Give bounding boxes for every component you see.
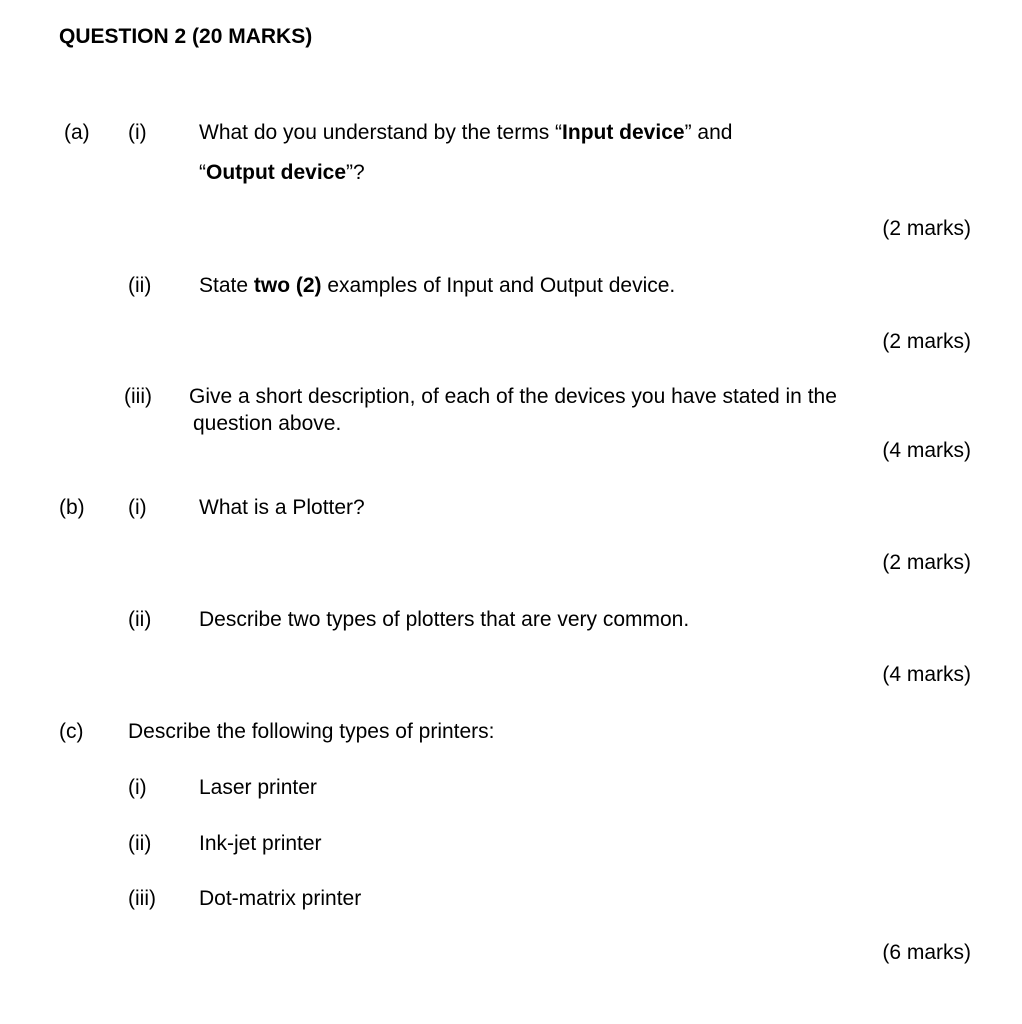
term-output-device: Output device [206, 161, 347, 184]
part-a-label: (a) [64, 121, 90, 144]
part-a-iii-question-line1: Give a short description, of each of the devices you have stated in the [189, 385, 837, 408]
part-c-item-number: (iii) [128, 887, 156, 910]
part-a-i-question-line2 [199, 160, 365, 186]
text-segment: examples of Input and Output device. [321, 274, 676, 297]
text-segment: State [199, 274, 254, 297]
text-segment: ” and [684, 121, 733, 144]
text-segment: “ [199, 161, 206, 184]
question-title: QUESTION 2 (20 MARKS) [59, 25, 313, 48]
text-segment: ”? [346, 161, 365, 184]
part-c-marks: (6 marks) [882, 941, 971, 964]
part-a-ii-question [199, 273, 675, 299]
part-a-iii-marks: (4 marks) [882, 439, 971, 462]
part-c-item-dot-matrix-printer: Dot-matrix printer [199, 887, 362, 910]
part-a-iii-question-line2: question above. [193, 412, 342, 435]
part-b-ii-question: Describe two types of plotters that are very common. [199, 608, 690, 631]
part-b-i-marks: (2 marks) [882, 551, 971, 574]
part-c-item-number: (i) [128, 776, 147, 799]
bold-count: two (2) [253, 274, 322, 297]
part-c-item-number: (ii) [128, 832, 152, 855]
part-b-ii-marks: (4 marks) [882, 663, 971, 686]
part-a-i-number: (i) [128, 121, 147, 144]
part-c-question: Describe the following types of printers: [128, 720, 495, 743]
part-c-label: (c) [59, 720, 84, 743]
part-b-i-question: What is a Plotter? [199, 496, 365, 519]
part-b-i-number: (i) [128, 496, 147, 519]
term-input-device: Input device [562, 121, 685, 144]
part-a-i-marks: (2 marks) [882, 217, 971, 240]
part-b-ii-number: (ii) [128, 608, 152, 631]
text-segment: What do you understand by the terms “ [199, 121, 563, 144]
part-a-i-question-line1 [199, 120, 732, 146]
part-a-ii-marks: (2 marks) [882, 330, 971, 353]
part-b-label: (b) [59, 496, 85, 519]
part-c-item-inkjet-printer: Ink-jet printer [199, 832, 322, 855]
part-c-item-laser-printer: Laser printer [199, 776, 317, 799]
part-a-ii-number: (ii) [128, 274, 152, 297]
part-a-iii-number: (iii) [124, 385, 152, 408]
